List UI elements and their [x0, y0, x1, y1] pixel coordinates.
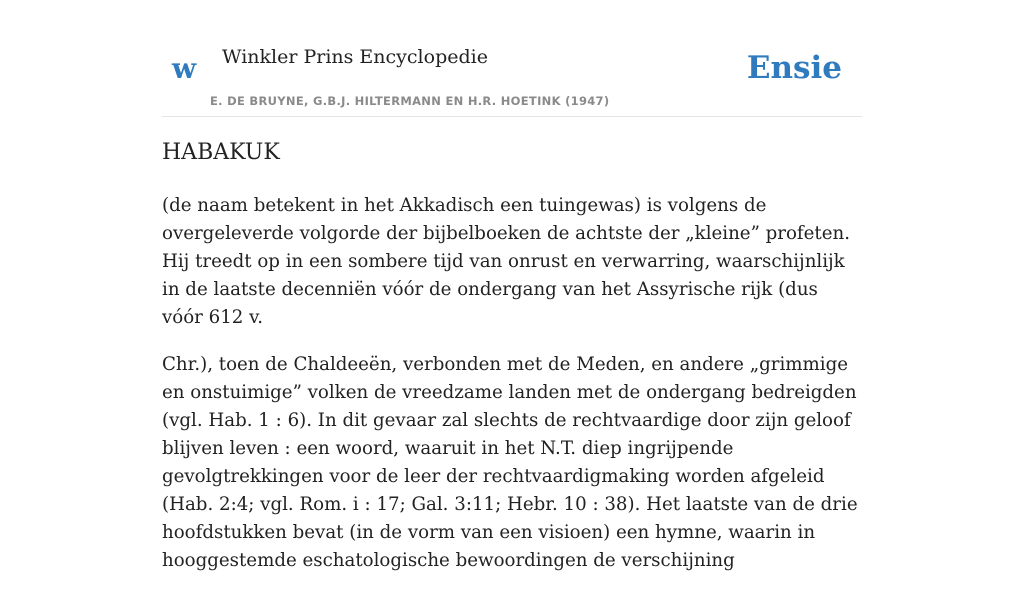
- article-paragraph: Chr.), toen de Chaldeeën, verbonden met de Meden, en andere „grimmige en onstuimige” volken de vreedzame landen met de ondergang bedreigden (vgl. Hab. 1 : 6). In dit gevaar zal slechts de rechtvaardige door zijn geloof blijven leven : een woord, waaruit in het N.T. diep ingrijpende gevolgtrekkingen voor de leer der rechtvaardigmaking worden afgeleid (Hab. 2:4; vgl. Rom. i : 17; Gal. 3:11; Hebr. 10 : 38). Het laatste van de drie hoofdstukken bevat (in de vorm van een visioen) een hymne, waarin in hooggestemde eschatologische bewoordingen de verschijning: [162, 354, 858, 571]
- article-title: HABAKUK: [162, 140, 280, 165]
- ensie-logo-link[interactable]: Ensie: [746, 50, 842, 86]
- article-paragraph: (de naam betekent in het Akkadisch een tuingewas) is volgens de overgeleverde volgorde der bijbelboeken de achtste der „kleine” profeten. Hij treedt op in een sombere tijd van onrust en verwarring, waarschijnlijk in de laatste decenniën vóór de ondergang van het Assyrische rijk (dus vóór 612 v.: [162, 195, 850, 328]
- publication-title[interactable]: Winkler Prins Encyclopedie: [222, 46, 488, 68]
- winkler-prins-logo-icon[interactable]: w: [172, 52, 197, 85]
- publication-authors: E. DE BRUYNE, G.B.J. HILTERMANN EN H.R. HOETINK (1947): [210, 94, 610, 108]
- publication-header: [162, 0, 862, 117]
- article-body: [162, 192, 862, 594]
